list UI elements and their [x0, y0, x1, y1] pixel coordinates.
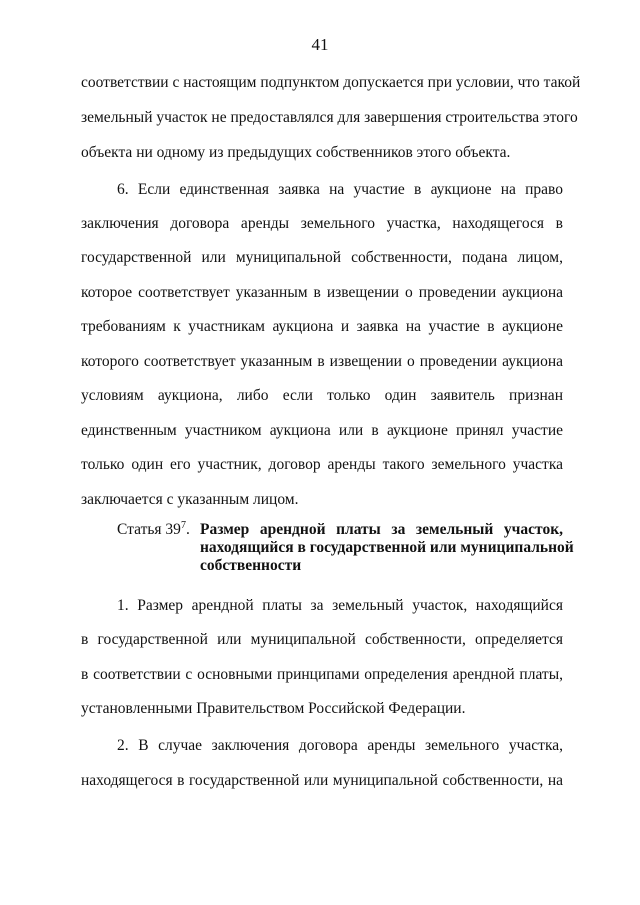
paragraph-1-line: в государственной или муниципальной собственности, определяется	[81, 631, 563, 648]
paragraph-6-line: требованиям к участникам аукциона и заявка на участие в аукционе	[81, 318, 563, 335]
article-label: Статья $39^7$.	[117, 519, 190, 538]
text-line: объекта ни одному из предыдущих собственников этого объекта.	[81, 144, 511, 161]
paragraph-6-line: условиям аукциона, либо если только один заявитель признан	[81, 387, 563, 404]
paragraph-1-line: 1. Размер арендной платы за земельный участок, находящийся	[117, 597, 563, 614]
paragraph-6-line: которого соответствует указанным в извещении о проведении аукциона	[81, 353, 563, 370]
paragraph-6-line: заключается с указанным лицом.	[81, 491, 299, 508]
paragraph-6-line: 6. Если единственная заявка на участие в аукционе на право	[117, 181, 563, 198]
article-title-line: находящийся в государственной или муниципальной	[200, 539, 574, 556]
article-title	[200, 521, 574, 575]
text-line: земельный участок не предоставлялся для завершения строительства этого	[81, 109, 578, 126]
paragraph-1-line: в соответствии с основными принципами определения арендной платы,	[81, 666, 563, 683]
article-title-line: собственности	[200, 557, 302, 574]
page-number: 41	[311, 35, 329, 54]
paragraph-6-line: только один его участник, договор аренды такого земельного участка	[81, 456, 563, 473]
paragraph-2-line: 2. В случае заключения договора аренды земельного участка,	[117, 737, 563, 754]
paragraph-2-line: находящегося в государственной или муниципальной собственности, на	[81, 772, 563, 789]
paragraph-6-line: которое соответствует указанным в извещении о проведении аукциона	[81, 284, 563, 301]
paragraph-6-line: заключения договора аренды земельного участка, находящегося в	[81, 215, 563, 232]
paragraph-1-line: установленными Правительством Российской Федерации.	[81, 700, 466, 717]
article-title-line: Размер арендной платы за земельный участок,	[200, 521, 563, 538]
text-line: соответствии с настоящим подпунктом допускается при условии, что такой	[81, 74, 581, 91]
paragraph-6-line: государственной или муниципальной собственности, подана лицом,	[81, 249, 563, 266]
paragraph-6-line: единственным участником аукциона или в аукционе принял участие	[81, 422, 563, 439]
